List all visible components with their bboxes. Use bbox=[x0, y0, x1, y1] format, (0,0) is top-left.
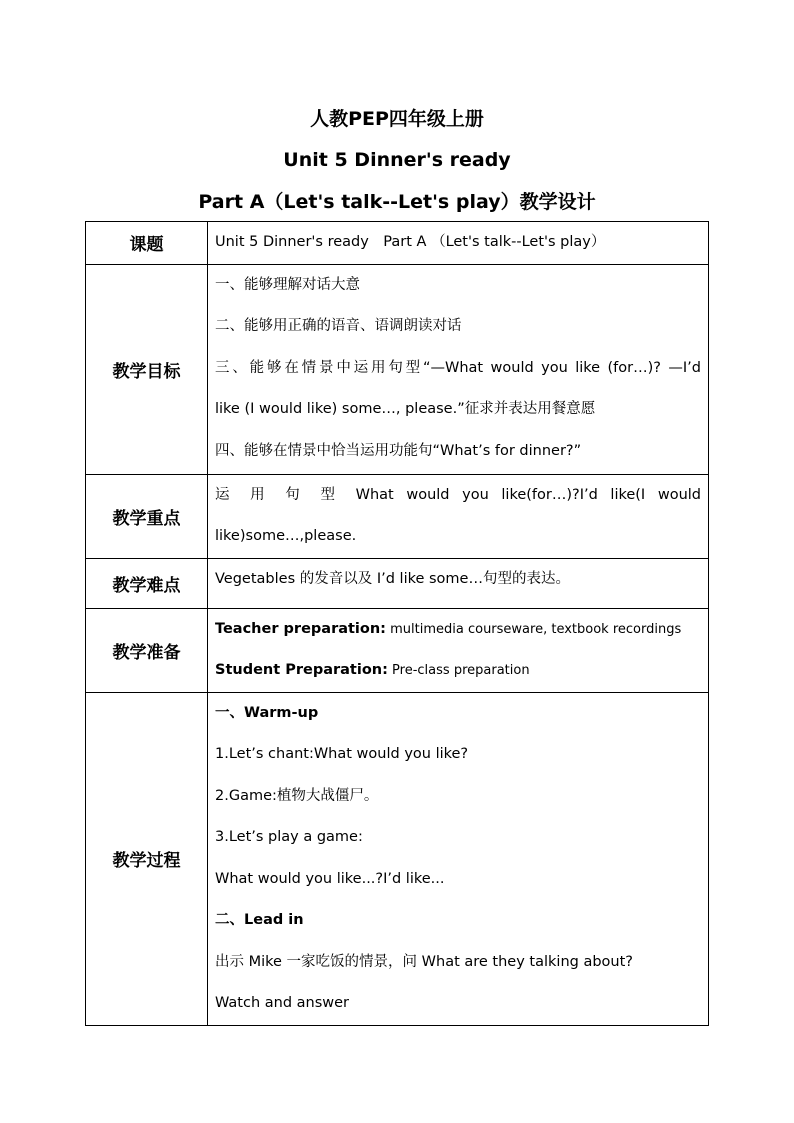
process-heading-lead-in: 二、Lead in bbox=[215, 912, 304, 928]
process-item: 出示 Mike 一家吃饭的情景，问 What are they talking about? bbox=[215, 953, 633, 970]
label-preparation: 教学准备 bbox=[86, 608, 208, 692]
objective-line: 二、能够用正确的语音、语调朗读对话 bbox=[215, 318, 462, 334]
process-cell bbox=[208, 692, 709, 1025]
topic-cell bbox=[208, 222, 709, 265]
difficulties-cell bbox=[208, 558, 709, 608]
key-point-line: 运 用 句 型 What would you like(for…)?I’d like(I would bbox=[215, 486, 701, 503]
objective-line: 一、能够理解对话大意 bbox=[215, 276, 360, 293]
process-item: What would you like...?I’d like... bbox=[215, 870, 445, 887]
process-item: 2.Game:植物大战僵尸。 bbox=[215, 787, 379, 804]
label-key-points: 教学重点 bbox=[86, 474, 208, 558]
key-point-line: like)some…,please. bbox=[215, 528, 357, 544]
teacher-preparation-label: Teacher preparation: bbox=[215, 620, 386, 637]
objective-line: 四、能够在情景中恰当运用功能句“What’s for dinner?” bbox=[215, 442, 582, 459]
row-objectives bbox=[86, 264, 709, 474]
objective-line: 三、能够在情景中运用句型“—What would you like (for…)? —I’d bbox=[215, 359, 701, 376]
label-difficulties: 教学难点 bbox=[86, 558, 208, 608]
student-preparation bbox=[215, 650, 701, 692]
row-process bbox=[86, 692, 709, 1025]
unit-title: Unit 5 Dinner's ready bbox=[283, 149, 511, 171]
process-item: 3.Let’s play a game: bbox=[215, 829, 363, 845]
row-topic bbox=[86, 222, 709, 265]
objective-line: like (I would like) some…, please.”征求并表达用餐意愿 bbox=[215, 401, 596, 417]
document-title: 人教PEP四年级上册 bbox=[310, 108, 484, 130]
teacher-preparation-value: multimedia courseware, textbook recordings bbox=[385, 621, 682, 637]
label-process: 教学过程 bbox=[86, 692, 208, 1025]
student-preparation-label: Student Preparation: bbox=[215, 662, 388, 678]
row-key-points bbox=[86, 474, 709, 558]
label-topic: 课题 bbox=[86, 222, 208, 265]
row-difficulties bbox=[86, 558, 709, 608]
lesson-plan-table bbox=[85, 221, 709, 1026]
objectives-cell bbox=[208, 264, 709, 474]
part-title: Part A（Let's talk--Let's play）教学设计 bbox=[198, 191, 596, 213]
key-points-cell bbox=[208, 474, 709, 558]
teacher-preparation bbox=[215, 609, 701, 651]
process-item: Watch and answer bbox=[215, 995, 350, 1011]
process-item: 1.Let’s chant:What would you like? bbox=[215, 746, 469, 762]
difficulties-value: Vegetables 的发音以及 I’d like some…句型的表达。 bbox=[215, 570, 570, 587]
preparation-cell bbox=[208, 608, 709, 692]
topic-value: Unit 5 Dinner's ready Part A （Let's talk--Let's play） bbox=[215, 234, 606, 250]
label-objectives: 教学目标 bbox=[86, 264, 208, 474]
process-heading-warm-up: 一、Warm-up bbox=[215, 704, 319, 721]
row-preparation bbox=[86, 608, 709, 692]
student-preparation-value: Pre-class preparation bbox=[387, 663, 530, 678]
